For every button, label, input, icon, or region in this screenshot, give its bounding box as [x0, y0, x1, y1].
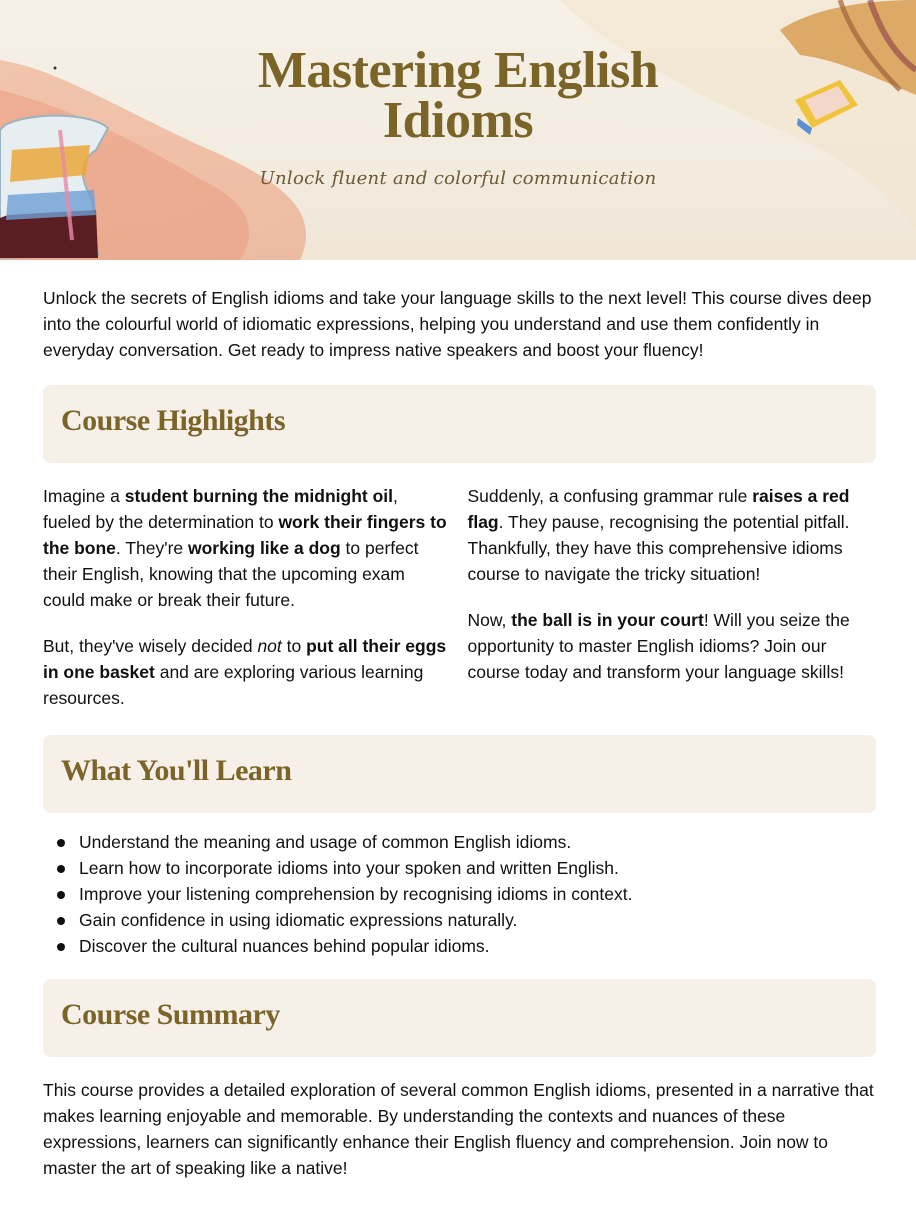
highlight-paragraph: Imagine a student burning the midnight oil, fueled by the determination to work their fingers to the bone. They're working like a dog to perfect their English, knowing that the upcoming exam could make or break their future. [43, 486, 447, 610]
main-content [43, 285, 876, 1181]
list-item: Understand the meaning and usage of common English idioms. [79, 829, 876, 855]
intro-paragraph: Unlock the secrets of English idioms and take your language skills to the next level! This course dives deep into the colourful world of idiomatic expressions, helping you understand and use them confidently in everyday conversation. Get ready to impress native speakers and boost your fluency! [43, 288, 872, 360]
section-header-highlights [43, 385, 876, 463]
learn-list [43, 829, 876, 959]
tagline: Unlock fluent and colorful communication [259, 168, 657, 189]
highlight-paragraph: But, they've wisely decided not to put all their eggs in one basket and are exploring various learning resources. [43, 636, 447, 708]
section-title: Course Summary [61, 998, 280, 1031]
highlight-paragraph: Now, the ball is in your court! Will you seize the opportunity to master English idioms? Join our course today and transform your language skills! [467, 610, 850, 682]
list-item: Gain confidence in using idiomatic expressions naturally. [79, 907, 876, 933]
page-title: Mastering English Idioms [257, 42, 659, 149]
highlight-paragraph: Suddenly, a confusing grammar rule raises a red flag. They pause, recognising the potential pitfall. Thankfully, they have this comprehensive idioms course to navigate the tricky situation! [467, 486, 850, 584]
section-header-learn [43, 735, 876, 813]
highlights-columns [43, 483, 876, 711]
highlights-left-column [43, 483, 448, 711]
section-title: Course Highlights [61, 404, 286, 437]
header-banner [0, 0, 916, 260]
summary-paragraph: This course provides a detailed exploration of several common English idioms, presented in a narrative that makes learning enjoyable and memorable. By understanding the contexts and nuances of these expressions, learners can significantly enhance their English fluency and comprehension. Join now to master the art of speaking like a native! [43, 1080, 874, 1178]
list-item: Learn how to incorporate idioms into your spoken and written English. [79, 855, 876, 881]
list-item: Improve your listening comprehension by recognising idioms in context. [79, 881, 876, 907]
highlights-right-column [468, 483, 877, 711]
list-item: Discover the cultural nuances behind popular idioms. [79, 933, 876, 959]
section-header-summary [43, 979, 876, 1057]
section-title: What You'll Learn [61, 754, 292, 787]
